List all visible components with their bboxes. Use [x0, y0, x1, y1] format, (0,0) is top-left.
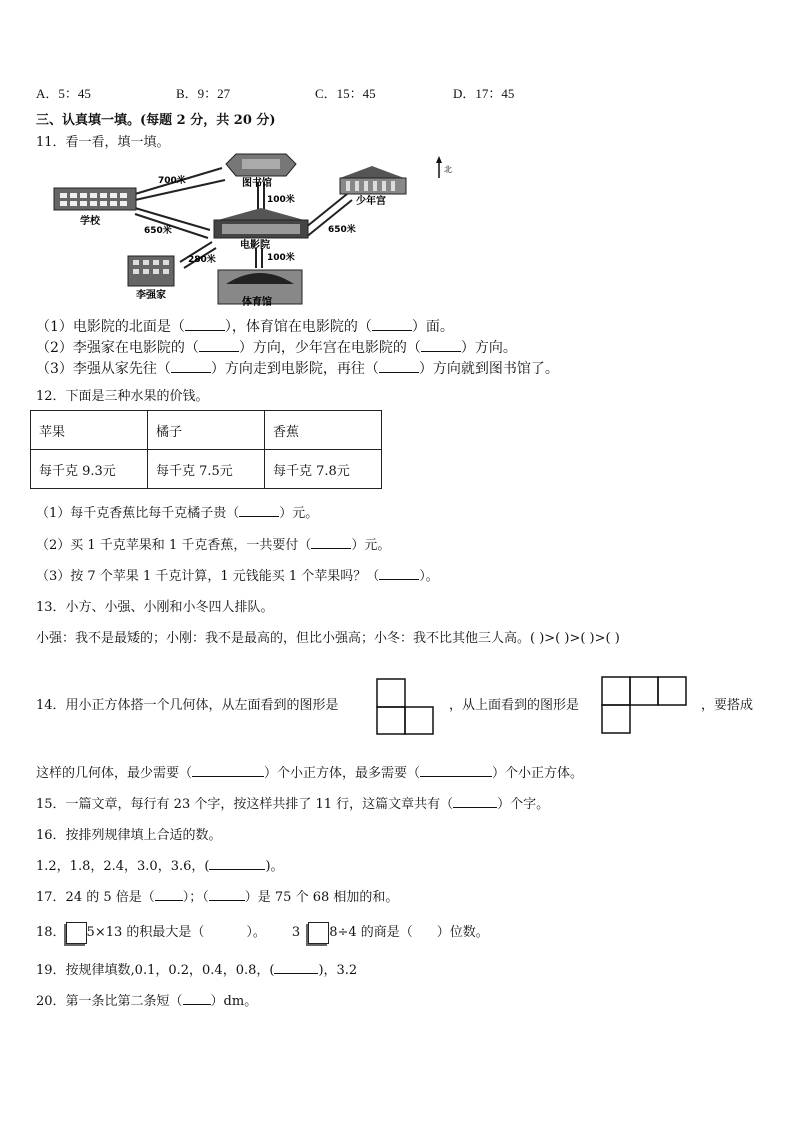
q14-a: 14．用小正方体搭一个几何体，从左面看到的图形是	[36, 698, 339, 713]
q13-text: 小强：我不是最矮的；小刚：我不是最高的，但比小强高；小冬：我不比其他三人高。( )>( )>( )>( )	[36, 631, 620, 646]
q11-title: 11．看一看，填一填。	[36, 135, 170, 150]
q12-s1: （1）每千克香蕉比每千克橘子贵（ ）元。	[36, 506, 319, 521]
blank[interactable]	[372, 319, 412, 331]
label-gym: 体育馆	[242, 297, 272, 308]
q14-c: ，要搭成	[701, 698, 754, 713]
q14-d: 这样的几何体，最少需要（ ）个小正方体，最多需要（ ）个小正方体。	[36, 766, 584, 781]
blank[interactable]	[379, 568, 419, 580]
dist-school-library: 700米	[158, 176, 186, 186]
label-cinema: 电影院	[240, 240, 270, 251]
label-library: 图书馆	[242, 178, 272, 189]
digit-box[interactable]	[308, 922, 329, 944]
school-icon	[54, 188, 136, 210]
q18: 18． 5×13 的积最大是（ ）。 3 8÷4 的商是（ ）位数。	[36, 921, 489, 944]
table-row	[31, 411, 382, 450]
top-view-figure	[600, 676, 692, 736]
q12-s3: （3）按 7 个苹果 1 千克计算，1 元钱能买 1 个苹果吗？（ ）。	[36, 569, 439, 584]
blank[interactable]	[379, 361, 419, 373]
q12-title: 12．下面是三种水果的价钱。	[36, 389, 209, 404]
section-title: 三、认真填一填。(每题 2 分，共 20 分)	[36, 113, 276, 128]
blank[interactable]	[199, 340, 239, 352]
cinema-icon	[214, 208, 308, 238]
table-cell: 每千克 7.8元	[265, 450, 382, 489]
q11-s2: （2）李强家在电影院的（ ）方向，少年宫在电影院的（ ）方向。	[36, 340, 517, 356]
blank[interactable]	[421, 340, 461, 352]
blank[interactable]	[209, 858, 265, 870]
table-header: 香蕉	[265, 411, 382, 450]
home-icon	[128, 256, 174, 286]
q13-title: 13．小方、小强、小刚和小冬四人排队。	[36, 600, 274, 615]
dist-home-cinema: 280米	[188, 255, 216, 265]
price-table	[30, 410, 382, 489]
left-view-figure	[376, 677, 438, 737]
blank[interactable]	[183, 993, 211, 1005]
label-school: 学校	[80, 216, 100, 227]
blank[interactable]	[185, 319, 225, 331]
table-cell: 每千克 9.3元	[31, 450, 148, 489]
blank[interactable]	[420, 765, 492, 777]
table-header: 苹果	[31, 411, 148, 450]
option-a: A．5：45	[36, 86, 91, 101]
q14-b: ，从上面看到的图形是	[449, 698, 580, 713]
q15: 15．一篇文章，每行有 23 个字，按这样共排了 11 行，这篇文章共有（ ）个字。	[36, 797, 550, 812]
blank[interactable]	[274, 962, 318, 974]
label-home: 李强家	[136, 290, 166, 301]
dist-school-cinema: 650米	[144, 226, 172, 236]
blank[interactable]	[171, 361, 211, 373]
q20: 20．第一条比第二条短（ ）dm。	[36, 994, 258, 1009]
q11-s3: （3）李强从家先往（ ）方向走到电影院，再往（ ）方向就到图书馆了。	[36, 361, 559, 377]
dist-cinema-gym: 100米	[267, 253, 295, 263]
blank[interactable]	[239, 505, 279, 517]
blank[interactable]	[453, 796, 497, 808]
dist-library-cinema: 100米	[267, 195, 295, 205]
blank[interactable]	[311, 537, 351, 549]
youth-palace-icon	[340, 166, 406, 194]
label-youth-palace: 少年宫	[356, 196, 386, 207]
library-icon	[226, 154, 296, 176]
q17: 17．24 的 5 倍是（ ）；（ ）是 75 个 68 相加的和。	[36, 890, 399, 905]
option-c: C．15：45	[315, 86, 376, 101]
table-row	[31, 450, 382, 489]
q12-s2: （2）买 1 千克苹果和 1 千克香蕉，一共要付（ ）元。	[36, 538, 391, 553]
option-b: B．9：27	[176, 86, 231, 101]
q16-seq: 1.2，1.8，2.4，3.0，3.6，( )。	[36, 859, 284, 874]
blank[interactable]	[209, 889, 245, 901]
digit-box[interactable]	[66, 922, 87, 944]
q11-map	[50, 150, 470, 308]
q11-s1: （1）电影院的北面是（ ），体育馆在电影院的（ ）面。	[36, 319, 454, 335]
option-d: D．17：45	[453, 86, 515, 101]
blank[interactable]	[192, 765, 264, 777]
label-north: 北	[444, 165, 452, 174]
q19: 19．按规律填数,0.1，0.2，0.4，0.8，( )，3.2	[36, 963, 358, 978]
blank[interactable]	[155, 889, 183, 901]
table-header: 橘子	[148, 411, 265, 450]
dist-cinema-youth: 650米	[328, 225, 356, 235]
q16-title: 16．按排列规律填上合适的数。	[36, 828, 222, 843]
table-cell: 每千克 7.5元	[148, 450, 265, 489]
